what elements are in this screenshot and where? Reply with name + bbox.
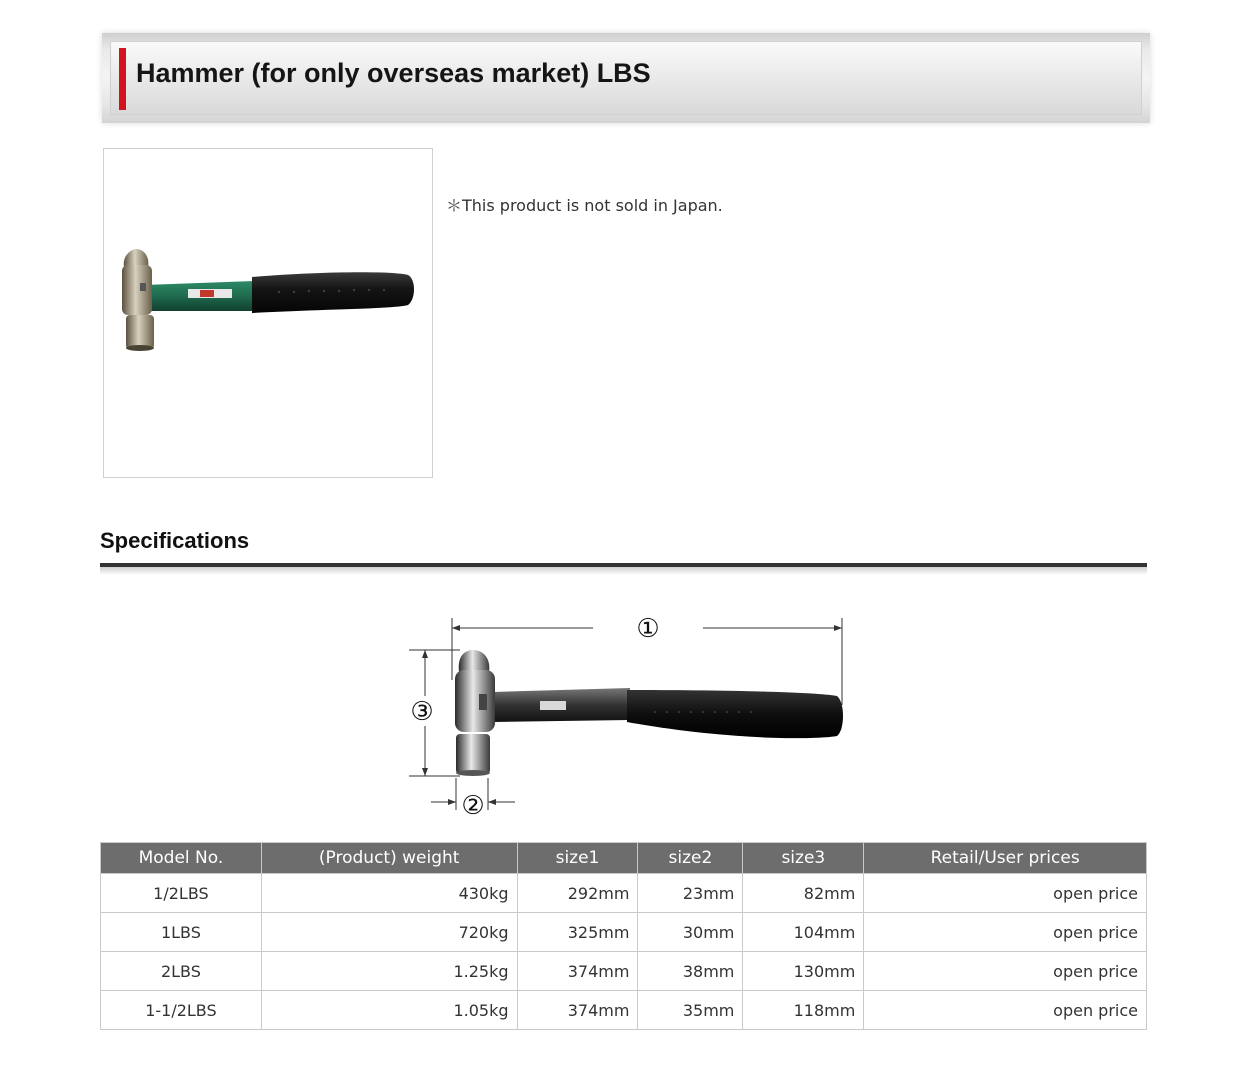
specifications-heading: Specifications	[100, 528, 250, 553]
cell-size3: 118mm	[743, 991, 864, 1030]
specifications-table	[100, 842, 1147, 1030]
table-row	[101, 874, 1147, 913]
cell-size1: 292mm	[517, 874, 638, 913]
cell-model: 1/2LBS	[101, 874, 262, 913]
cell-size3: 104mm	[743, 913, 864, 952]
cell-model: 2LBS	[101, 952, 262, 991]
title-panel	[110, 41, 1142, 115]
cell-size1: 374mm	[517, 991, 638, 1030]
header-size2: size2	[638, 843, 743, 874]
cell-model: 1LBS	[101, 913, 262, 952]
cell-weight: 1.05kg	[261, 991, 517, 1030]
cell-weight: 720kg	[261, 913, 517, 952]
hammer-photo	[104, 149, 432, 477]
cell-price: open price	[864, 952, 1147, 991]
cell-size1: 325mm	[517, 913, 638, 952]
table-row	[101, 913, 1147, 952]
cell-size2: 38mm	[638, 952, 743, 991]
table-row	[101, 952, 1147, 991]
cell-size2: 35mm	[638, 991, 743, 1030]
cell-size3: 82mm	[743, 874, 864, 913]
header-size3: size3	[743, 843, 864, 874]
header-model-no: Model No.	[101, 843, 262, 874]
header-size1: size1	[517, 843, 638, 874]
divider-shadow	[100, 567, 1147, 575]
cell-weight: 430kg	[261, 874, 517, 913]
availability-note: ＊This product is not sold in Japan.	[446, 196, 723, 215]
header-price: Retail/User prices	[864, 843, 1147, 874]
dimension-label-2: ②	[461, 791, 485, 821]
dimension-diagram	[405, 610, 855, 825]
cell-price: open price	[864, 874, 1147, 913]
title-accent-bar	[119, 48, 126, 110]
page-title: Hammer (for only overseas market) LBS	[136, 58, 651, 88]
cell-size3: 130mm	[743, 952, 864, 991]
cell-size1: 374mm	[517, 952, 638, 991]
cell-size2: 30mm	[638, 913, 743, 952]
cell-model: 1-1/2LBS	[101, 991, 262, 1030]
cell-weight: 1.25kg	[261, 952, 517, 991]
cell-price: open price	[864, 991, 1147, 1030]
table-row	[101, 991, 1147, 1030]
dimension-label-1: ①	[636, 614, 660, 644]
table-header-row	[101, 843, 1147, 874]
cell-price: open price	[864, 913, 1147, 952]
title-bar	[102, 33, 1150, 123]
dimension-label-3: ③	[410, 697, 434, 727]
product-image	[103, 148, 433, 478]
cell-size2: 23mm	[638, 874, 743, 913]
header-weight: (Product) weight	[261, 843, 517, 874]
